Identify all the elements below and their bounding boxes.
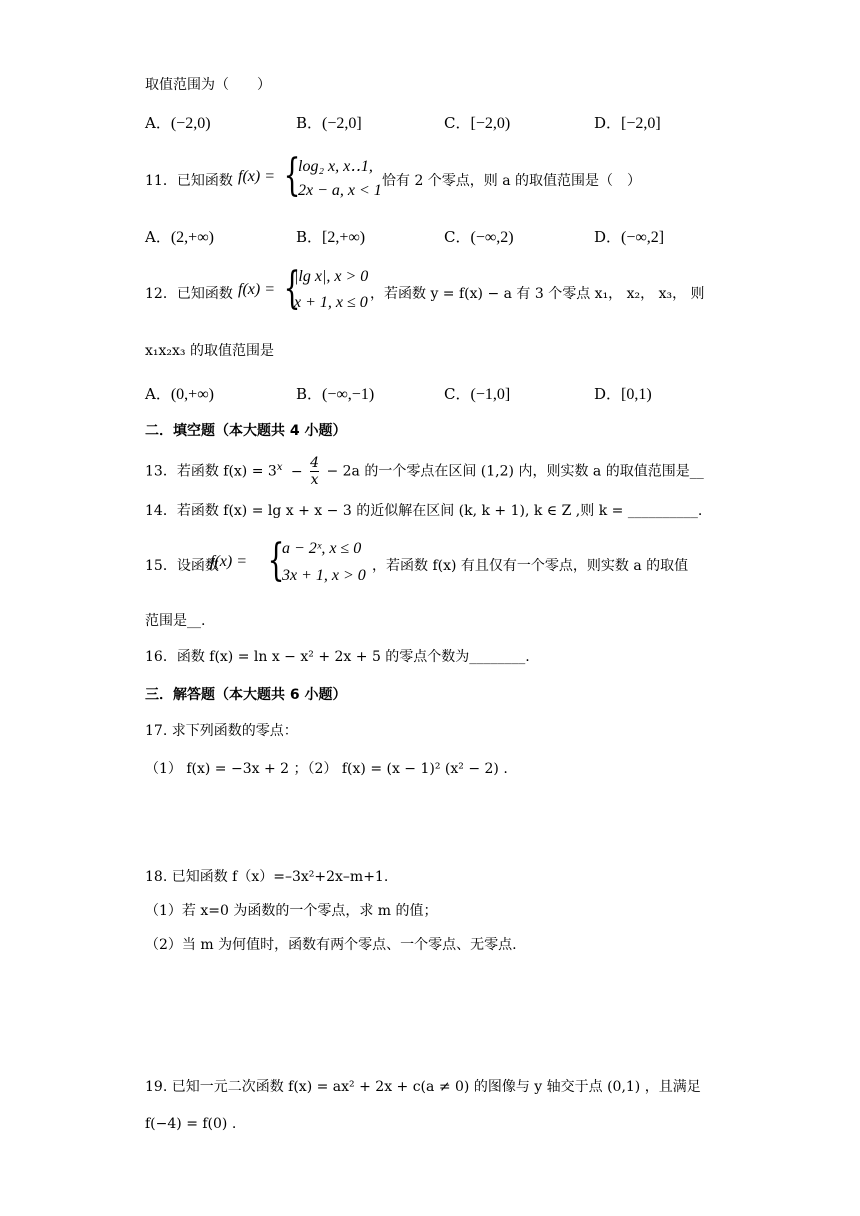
q17-parts: （1） f(x) = −3x + 2 ；（2） f(x) = (x − 1)² (x² − 2) . [145, 761, 508, 777]
q10-option-d: D．[−2,0] [594, 114, 661, 132]
q19-line1: 19. 已知一元二次函数 f(x) = ax² + 2x + c(a ≠ 0) 的图像与 y 轴交于点 (0,1) ，且满足 [145, 1079, 701, 1095]
q14-text: 14．若函数 f(x) = lg x + x − 3 的近似解在区间 (k, k + 1), k ∈ Z ,则 k = __________. [145, 503, 703, 519]
q15-suffix: ，若函数 f(x) 有且仅有一个零点，则实数 a 的取值 [372, 558, 689, 574]
q15-brace: { [267, 535, 285, 586]
q10-tail: 取值范围为（ ） [145, 77, 271, 93]
q11-option-d: D．(−∞,2] [594, 228, 665, 246]
q18-part2: （2）当 m 为何值时，函数有两个零点、一个零点、无零点. [145, 937, 517, 953]
section-heading-fill-in: 二．填空题（本大题共 4 小题） [145, 423, 347, 439]
q17-title: 17. 求下列函数的零点： [145, 723, 298, 739]
q12-option-c: C．(−1,0] [444, 385, 511, 403]
q18-title: 18. 已知函数 f（x）=–3x²+2x–m+1. [145, 869, 389, 885]
q12-option-b: B．(−∞,−1) [296, 385, 375, 403]
q10-option-c: C．[−2,0) [444, 114, 511, 132]
q11-option-b: B．[2,+∞) [296, 228, 366, 246]
q13-text: 13．若函数 $f(x) = 3^x$ − $\frac{4}{x}$ − 2a 的一个零点在区间 (1,2) 内，则实数 a 的取值范围是__ [145, 455, 704, 488]
q11-suffix: 恰有 2 个零点，则 a 的取值范围是（ ） [382, 173, 642, 189]
q12-prefix: 12．已知函数 [145, 286, 233, 302]
q11-prefix: 11．已知函数 [145, 173, 233, 189]
section-heading-solve: 三．解答题（本大题共 6 小题） [145, 687, 347, 703]
q18-part1: （1）若 x=0 为函数的一个零点，求 m 的值； [145, 903, 438, 919]
q10-option-b: B．(−2,0] [296, 114, 362, 132]
q13-fraction: $\frac{4}{x}$ [310, 455, 320, 488]
q11-fx: f(x) = [238, 168, 275, 185]
q12-piece2: x + 1, x ≤ 0 [294, 294, 368, 311]
q12-brace: { [283, 263, 301, 314]
q12-suffix: ，若函数 y = f(x) − a 有 3 个零点 x₁， x₂， x₃， 则 [370, 286, 705, 302]
q15-line2: 范围是__. [145, 613, 206, 629]
q12-piece1: |lg x|, x > 0 [294, 268, 369, 285]
q19-line2: f(−4) = f(0) . [145, 1116, 237, 1132]
q11-option-a: A．(2,+∞) [145, 228, 214, 246]
q12-option-a: A．(0,+∞) [145, 385, 214, 403]
q15-prefix: 15．设函数 [145, 558, 219, 574]
q11-piece1: log₂ x, x‥1, [298, 158, 373, 175]
q15-fx: f(x) = [210, 553, 247, 570]
q11-piece2: 2x − a, x < 1 [298, 182, 382, 199]
q10-option-a: A．(−2,0) [145, 114, 211, 132]
q12-fx: f(x) = [238, 281, 275, 298]
q12-option-d: D．[0,1) [594, 385, 652, 403]
q16-text: 16．函数 f(x) = ln x − x² + 2x + 5 的零点个数为________. [145, 649, 530, 665]
q12-line2: x₁x₂x₃ 的取值范围是 [145, 343, 274, 359]
q11-option-c: C．(−∞,2) [444, 228, 514, 246]
q11-brace: { [283, 150, 301, 201]
q15-piece2: 3x + 1, x > 0 [282, 567, 366, 584]
q15-piece1: a − 2ˣ, x ≤ 0 [282, 540, 362, 557]
